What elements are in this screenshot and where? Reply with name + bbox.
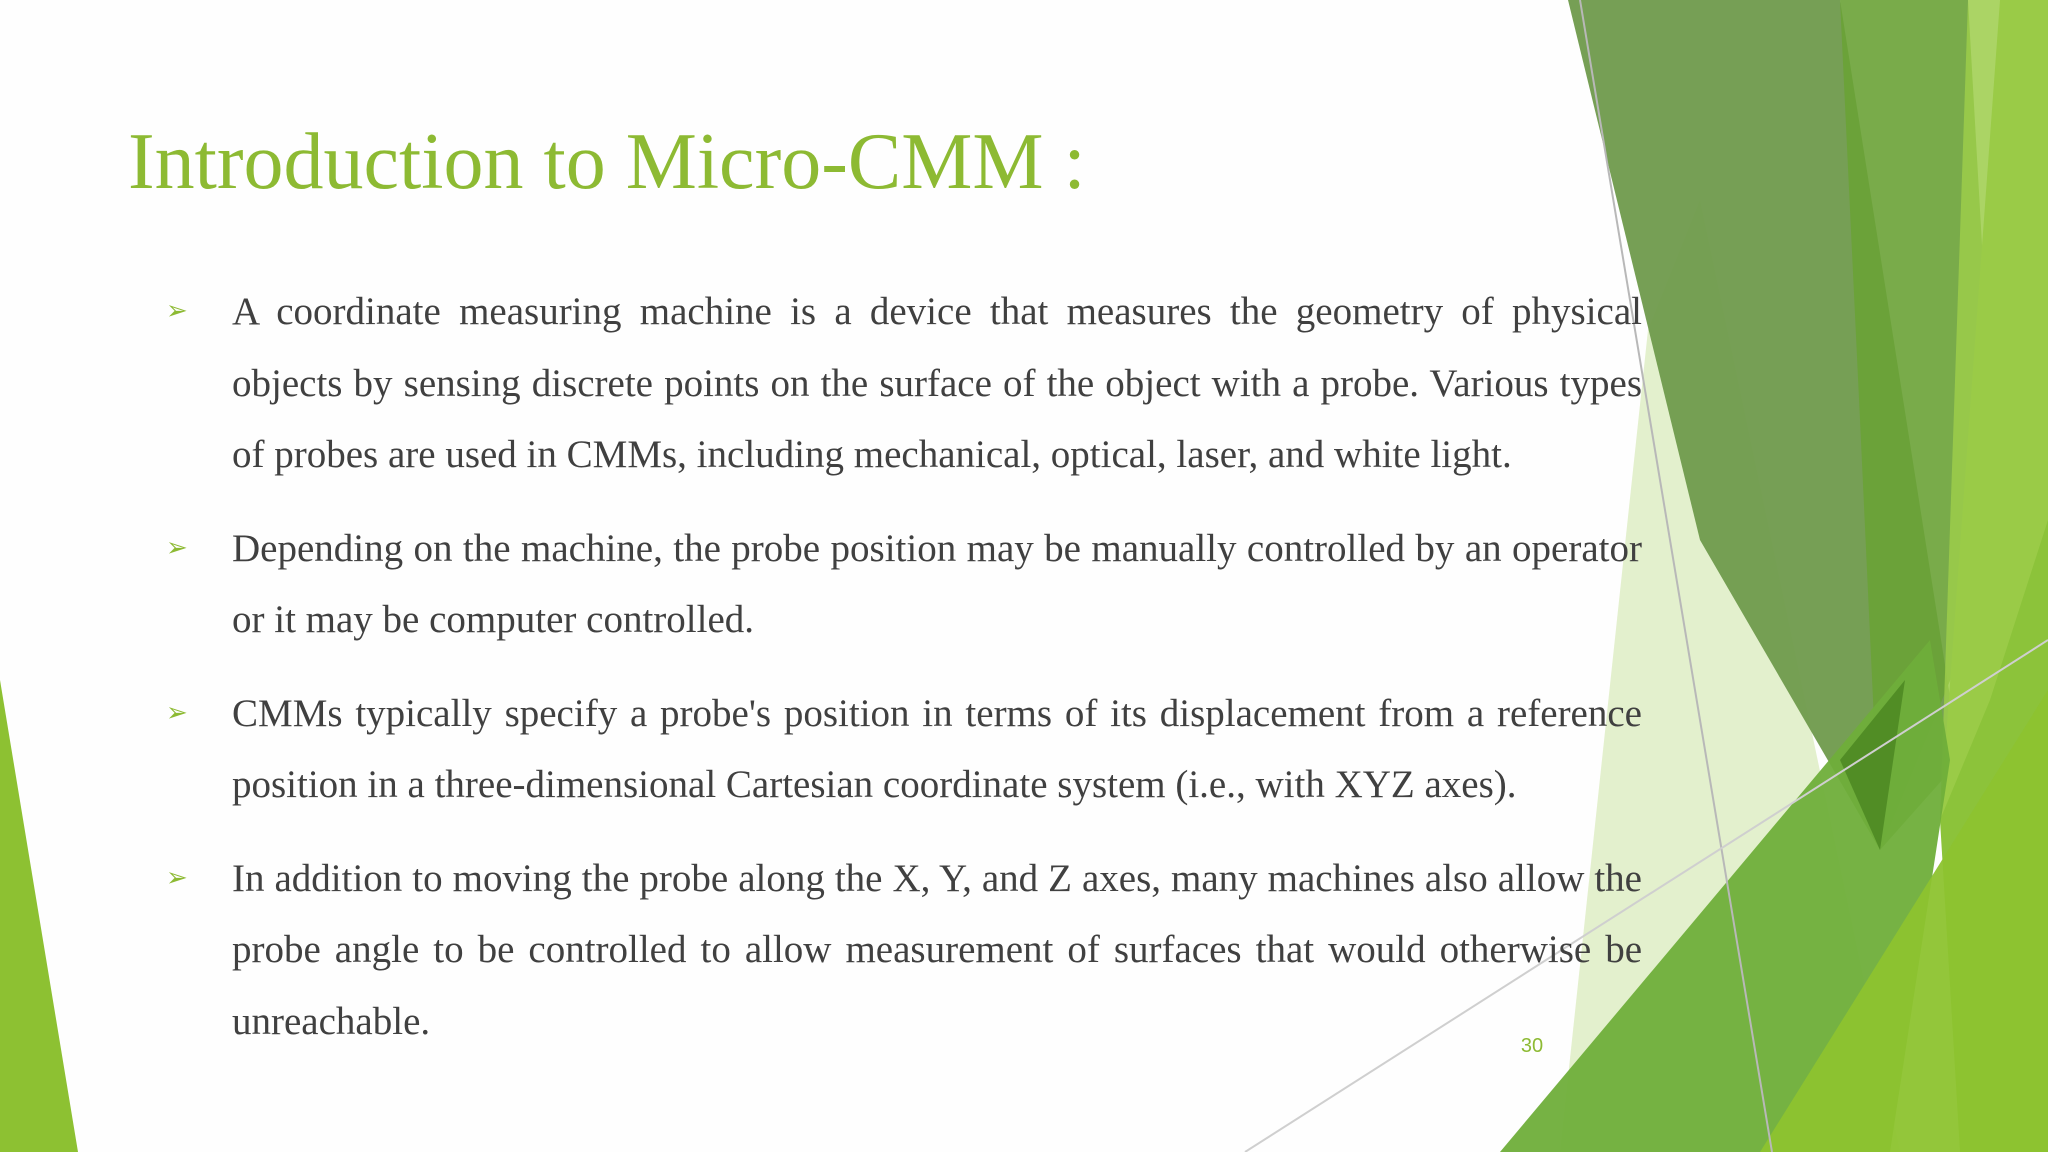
bullet-item <box>160 843 1642 1058</box>
bullet-item <box>160 678 1642 821</box>
bullet-text: In addition to moving the probe along the X, Y, and Z axes, many machines also allow the probe angle to be controlled to allow measurement of surfaces that would otherwise be unreachable. <box>232 856 1642 1043</box>
bullet-text: A coordinate measuring machine is a device that measures the geometry of physical objects by sensing discrete points on the surface of the object with a probe. Various types of probes are used in CMMs, including mechanical, optical, laser, and white light. <box>232 290 1642 476</box>
arrowhead-bullet-icon: ➢ <box>166 296 188 326</box>
bullet-item <box>160 276 1642 491</box>
slide-title: Introduction to Micro-CMM : <box>128 118 1086 206</box>
bullet-text: Depending on the machine, the probe position may be manually controlled by an operator or it may be computer controlled. <box>232 526 1642 641</box>
arrowhead-bullet-icon: ➢ <box>166 862 188 893</box>
bullet-list <box>160 276 1642 1079</box>
left-green-sliver <box>0 680 78 1152</box>
slide-number: 30 <box>1520 1035 1544 1057</box>
bullet-text: CMMs typically specify a probe's position in terms of its displacement from a reference position in a three-dimensional Cartesian coordinate system (i.e., with XYZ axes). <box>232 691 1642 806</box>
bullet-item <box>160 513 1642 656</box>
arrowhead-bullet-icon: ➢ <box>166 697 188 728</box>
arrowhead-bullet-icon: ➢ <box>166 532 188 563</box>
